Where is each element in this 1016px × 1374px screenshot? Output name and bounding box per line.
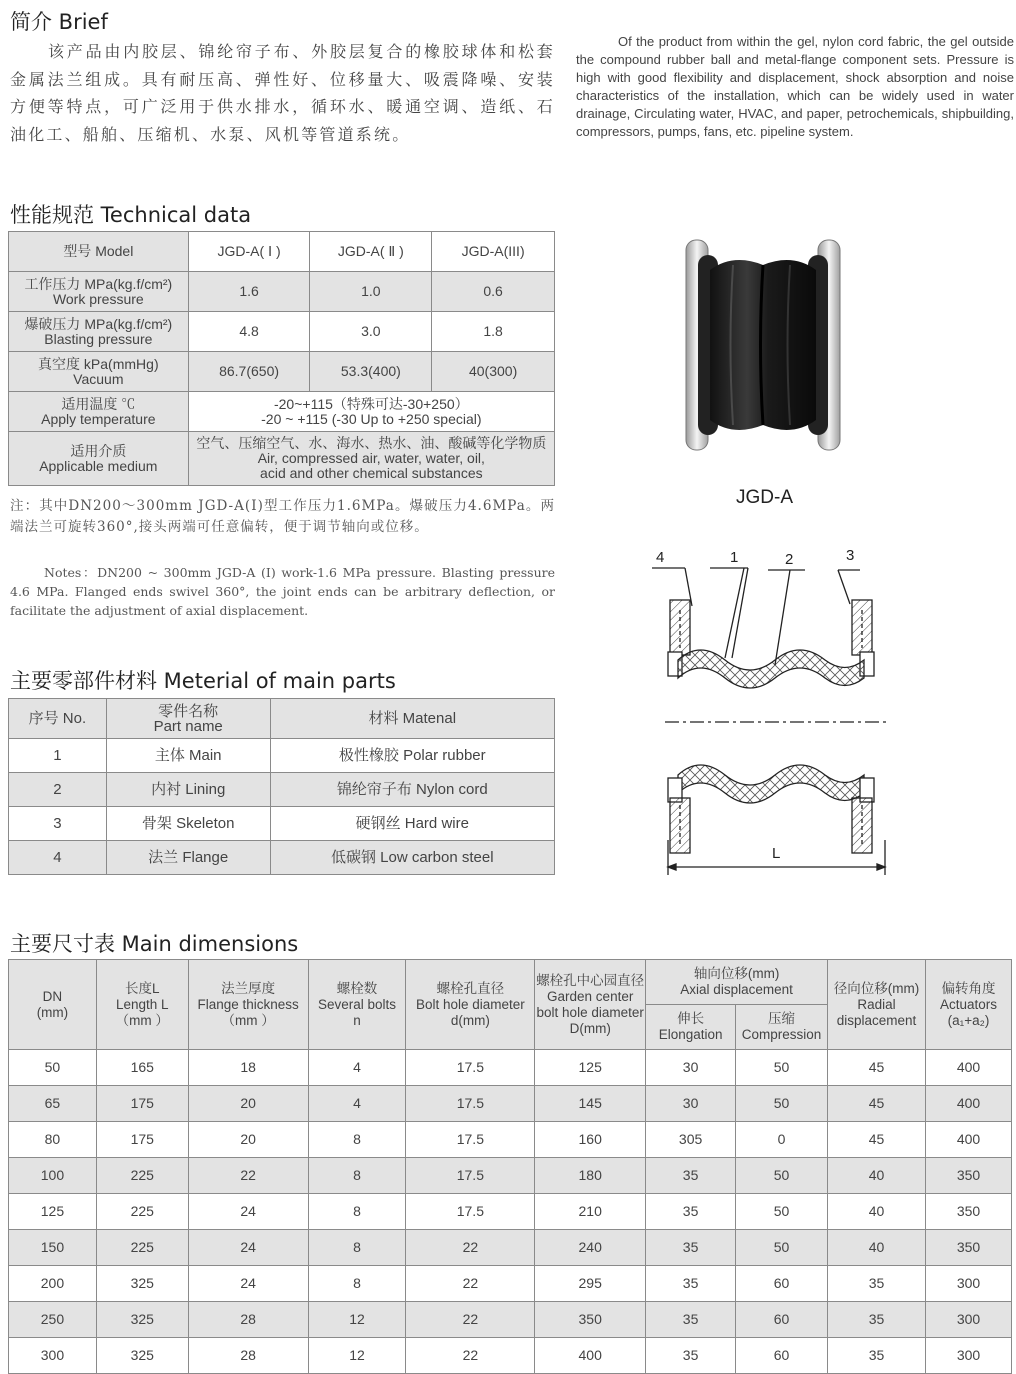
cell-dn: 100 — [9, 1158, 97, 1194]
material-row-material: 极性橡胶 Polar rubber — [270, 739, 554, 773]
dimensions-heading: 主要尺寸表 Main dimensions — [10, 932, 299, 956]
cell-flange: 28 — [188, 1338, 308, 1374]
row-label-temperature: 适用温度 ℃ Apply temperature — [9, 392, 189, 432]
cell-bolt-circle: 240 — [535, 1230, 646, 1266]
blasting-pressure-3: 1.8 — [432, 312, 555, 352]
cell-length: 325 — [96, 1338, 188, 1374]
model-header: 型号 Model — [9, 232, 189, 272]
cell-flange: 22 — [188, 1158, 308, 1194]
cell-bolts: 8 — [308, 1122, 406, 1158]
header-elongation: 伸长 Elongation — [646, 1005, 736, 1050]
material-row-part: 内衬 Lining — [106, 773, 270, 807]
cell-elongation: 35 — [646, 1158, 736, 1194]
cell-elongation: 30 — [646, 1050, 736, 1086]
header-length: 长度L Length L （mm ） — [96, 960, 188, 1050]
cell-radial: 35 — [828, 1338, 926, 1374]
material-row-part: 法兰 Flange — [106, 841, 270, 875]
header-bolt-hole: 螺栓孔直径 Bolt hole diameter d(mm) — [406, 960, 535, 1050]
cell-elongation: 35 — [646, 1194, 736, 1230]
materials-table — [8, 698, 555, 875]
table-row — [9, 1266, 1012, 1302]
cell-bolt-circle: 210 — [535, 1194, 646, 1230]
callout-2: 2 — [785, 551, 794, 568]
header-angle: 偏转角度 Actuators (a₁+a₂) — [925, 960, 1011, 1050]
header-bolts: 螺栓数 Several bolts n — [308, 960, 406, 1050]
cell-bolt-circle: 180 — [535, 1158, 646, 1194]
brief-text-cn: 该产品由内胶层、锦纶帘子布、外胶层复合的橡胶球体和松套金属法兰组成。具有耐压高、弹性好、位移量大、吸震降噪、安装方便等特点，可广泛用于供水排水，循环水、暖通空调、造纸、石油化工、船舶、压缩机、水泵、风机等管道系统。 — [10, 42, 555, 144]
cell-bolt-circle: 160 — [535, 1122, 646, 1158]
product-caption: JGD-A — [736, 487, 793, 508]
cell-compression: 60 — [736, 1302, 828, 1338]
cell-dn: 50 — [9, 1050, 97, 1086]
cell-bolt-circle: 145 — [535, 1086, 646, 1122]
cell-bolt-hole: 17.5 — [406, 1194, 535, 1230]
cell-length: 325 — [96, 1302, 188, 1338]
brief-text-en: Of the product from within the gel, nylon cord fabric, the gel outside the compound rubber ball and metal-flange component sets. Pressure is high with good flexibility and displacement, shock absorption and noise characteristics of the installation, which can be widely used in water drainage, Circulating water, HVAC, and paper, petrochemicals, shipbuilding, compressors, pumps, fans, etc. pipeline system. — [576, 34, 1014, 139]
table-row — [9, 1086, 1012, 1122]
cell-angle: 350 — [925, 1194, 1011, 1230]
cell-radial: 40 — [828, 1230, 926, 1266]
technical-heading: 性能规范 Technical data — [10, 203, 252, 227]
header-dn: DN (mm) — [9, 960, 97, 1050]
cell-angle: 400 — [925, 1122, 1011, 1158]
cell-radial: 40 — [828, 1194, 926, 1230]
material-row-no: 3 — [9, 807, 107, 841]
cell-length: 165 — [96, 1050, 188, 1086]
cell-length: 175 — [96, 1086, 188, 1122]
cell-compression: 50 — [736, 1194, 828, 1230]
cell-flange: 28 — [188, 1302, 308, 1338]
cell-angle: 300 — [925, 1338, 1011, 1374]
callout-3: 3 — [846, 547, 855, 564]
model-2: JGD-A( Ⅱ ) — [310, 232, 432, 272]
material-row-part: 骨架 Skeleton — [106, 807, 270, 841]
cell-angle: 350 — [925, 1158, 1011, 1194]
cell-flange: 18 — [188, 1050, 308, 1086]
cell-compression: 60 — [736, 1266, 828, 1302]
material-row-no: 4 — [9, 841, 107, 875]
cell-elongation: 35 — [646, 1338, 736, 1374]
cell-dn: 80 — [9, 1122, 97, 1158]
cell-bolts: 8 — [308, 1230, 406, 1266]
cell-bolt-hole: 17.5 — [406, 1050, 535, 1086]
cell-angle: 300 — [925, 1266, 1011, 1302]
cell-radial: 45 — [828, 1122, 926, 1158]
cell-length: 175 — [96, 1122, 188, 1158]
cell-flange: 24 — [188, 1194, 308, 1230]
cell-bolts: 8 — [308, 1194, 406, 1230]
medium-value: 空气、压缩空气、水、海水、热水、油、酸碱等化学物质 Air, compressed air, water, water, oil, acid and other chemical substances — [188, 432, 554, 486]
cell-angle: 400 — [925, 1050, 1011, 1086]
cell-bolt-hole: 22 — [406, 1302, 535, 1338]
cell-bolts: 12 — [308, 1302, 406, 1338]
brief-heading: 简介 Brief — [10, 10, 108, 34]
blasting-pressure-1: 4.8 — [188, 312, 310, 352]
cell-compression: 50 — [736, 1050, 828, 1086]
cell-compression: 50 — [736, 1086, 828, 1122]
cell-elongation: 35 — [646, 1266, 736, 1302]
material-row-no: 2 — [9, 773, 107, 807]
vacuum-1: 86.7(650) — [188, 352, 310, 392]
cell-radial: 45 — [828, 1086, 926, 1122]
table-row — [9, 1122, 1012, 1158]
blasting-pressure-2: 3.0 — [310, 312, 432, 352]
cell-bolt-hole: 22 — [406, 1338, 535, 1374]
table-row — [9, 1338, 1012, 1374]
cell-bolts: 8 — [308, 1266, 406, 1302]
cell-compression: 60 — [736, 1338, 828, 1374]
table-row — [9, 1230, 1012, 1266]
header-radial: 径向位移(mm) Radial displacement — [828, 960, 926, 1050]
row-label-vacuum: 真空度 kPa(mmHg) Vacuum — [9, 352, 189, 392]
header-flange-thickness: 法兰厚度 Flange thickness （mm ） — [188, 960, 308, 1050]
header-compression: 压缩 Compression — [736, 1005, 828, 1050]
row-label-blasting-pressure: 爆破压力 MPa(kg.f/cm²) Blasting pressure — [9, 312, 189, 352]
row-label-medium: 适用介质 Applicable medium — [9, 432, 189, 486]
cell-dn: 150 — [9, 1230, 97, 1266]
cell-compression: 0 — [736, 1122, 828, 1158]
cell-angle: 400 — [925, 1086, 1011, 1122]
cell-length: 225 — [96, 1194, 188, 1230]
dimensions-table — [8, 959, 1012, 1374]
work-pressure-1: 1.6 — [188, 272, 310, 312]
cell-flange: 20 — [188, 1086, 308, 1122]
cell-flange: 20 — [188, 1122, 308, 1158]
cell-angle: 350 — [925, 1230, 1011, 1266]
material-row-part: 主体 Main — [106, 739, 270, 773]
vacuum-3: 40(300) — [432, 352, 555, 392]
material-row-material: 硬钢丝 Hard wire — [270, 807, 554, 841]
cell-angle: 300 — [925, 1302, 1011, 1338]
technical-table — [8, 231, 555, 486]
cell-elongation: 305 — [646, 1122, 736, 1158]
cell-bolt-hole: 17.5 — [406, 1122, 535, 1158]
cell-elongation: 30 — [646, 1086, 736, 1122]
cell-dn: 300 — [9, 1338, 97, 1374]
callout-4: 4 — [656, 549, 665, 566]
cell-dn: 65 — [9, 1086, 97, 1122]
material-row-material: 低碳钢 Low carbon steel — [270, 841, 554, 875]
cell-flange: 24 — [188, 1230, 308, 1266]
cell-dn: 125 — [9, 1194, 97, 1230]
temperature-value: -20~+115（特殊可达-30+250） -20 ~ +115 (-30 Up to +250 special) — [188, 392, 554, 432]
cell-bolt-circle: 295 — [535, 1266, 646, 1302]
table-row — [9, 1050, 1012, 1086]
materials-heading: 主要零部件材料 Meterial of main parts — [10, 669, 396, 693]
cell-radial: 45 — [828, 1050, 926, 1086]
material-row-no: 1 — [9, 739, 107, 773]
work-pressure-3: 0.6 — [432, 272, 555, 312]
table-row — [9, 1158, 1012, 1194]
materials-header-part: 零件名称 Part name — [106, 699, 270, 739]
cell-elongation: 35 — [646, 1230, 736, 1266]
header-axial: 轴向位移(mm) Axial displacement — [646, 960, 828, 1005]
cell-bolt-circle: 350 — [535, 1302, 646, 1338]
cell-bolt-circle: 400 — [535, 1338, 646, 1374]
vacuum-2: 53.3(400) — [310, 352, 432, 392]
row-label-work-pressure: 工作压力 MPa(kg.f/cm²) Work pressure — [9, 272, 189, 312]
material-row-material: 锦纶帘子布 Nylon cord — [270, 773, 554, 807]
cell-bolts: 4 — [308, 1050, 406, 1086]
cell-bolts: 12 — [308, 1338, 406, 1374]
header-bolt-circle: 螺栓孔中心园直径 Garden center bolt hole diameter D(mm) — [535, 960, 646, 1050]
cross-section-diagram — [640, 540, 900, 885]
cell-bolt-hole: 17.5 — [406, 1086, 535, 1122]
cell-radial: 40 — [828, 1158, 926, 1194]
table-row — [9, 1194, 1012, 1230]
cell-bolts: 8 — [308, 1158, 406, 1194]
materials-header-material: 材料 Matenal — [270, 699, 554, 739]
cell-elongation: 35 — [646, 1302, 736, 1338]
cell-bolt-hole: 22 — [406, 1230, 535, 1266]
cell-length: 325 — [96, 1266, 188, 1302]
notes-cn: 注：其中DN200～300mm JGD-A(Ⅰ)型工作压力1.6MPa。爆破压力4.6MPa。两端法兰可旋转360°,接头两端可任意偏转，便于调节轴向或位移。 — [10, 498, 555, 535]
cell-bolt-circle: 125 — [535, 1050, 646, 1086]
cell-flange: 24 — [188, 1266, 308, 1302]
materials-header-no: 序号 No. — [9, 699, 107, 739]
cell-dn: 250 — [9, 1302, 97, 1338]
cell-bolt-hole: 17.5 — [406, 1158, 535, 1194]
cell-radial: 35 — [828, 1302, 926, 1338]
cell-compression: 50 — [736, 1158, 828, 1194]
cell-dn: 200 — [9, 1266, 97, 1302]
notes-en: Notes：DN200 ~ 300mm JGD-A (I) work-1.6 MPa pressure. Blasting pressure 4.6 MPa. Flanged ends swivel 360°, the joint ends can be arbitrary deflection, or facilitate the adjustment of axial displacement. — [10, 565, 555, 618]
cell-radial: 35 — [828, 1266, 926, 1302]
cell-compression: 50 — [736, 1230, 828, 1266]
cell-length: 225 — [96, 1230, 188, 1266]
cell-bolt-hole: 22 — [406, 1266, 535, 1302]
product-photo — [678, 235, 848, 455]
cell-bolts: 4 — [308, 1086, 406, 1122]
table-row — [9, 1302, 1012, 1338]
work-pressure-2: 1.0 — [310, 272, 432, 312]
model-1: JGD-A( Ⅰ ) — [188, 232, 310, 272]
cell-length: 225 — [96, 1158, 188, 1194]
callout-1: 1 — [730, 549, 739, 566]
length-label: L — [772, 845, 781, 862]
model-3: JGD-A(III) — [432, 232, 555, 272]
